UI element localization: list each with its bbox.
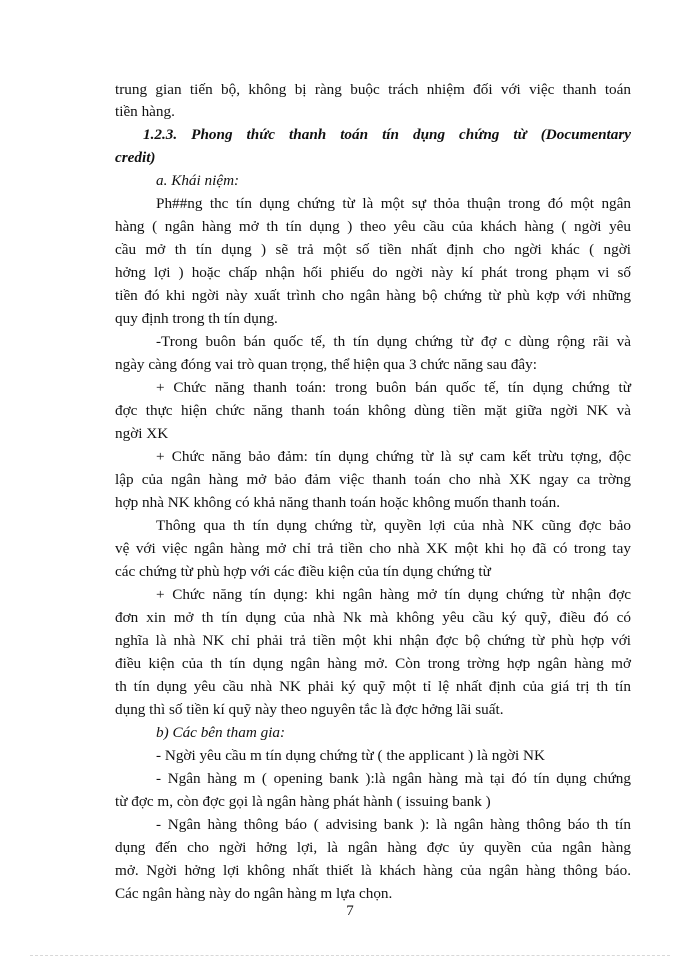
body-line: hàng ( ngân hàng mở th tín dụng ) theo yêu cầu của khách hàng ( ngời yêu — [115, 218, 631, 235]
body-line: - Ngời yêu cầu m tín dụng chứng từ ( the applicant ) là ngời NK — [156, 747, 545, 764]
body-line: điều kiện của th tín dụng ngân hàng mở. Còn trong trờng hợp ngân hàng mở — [115, 655, 631, 672]
body-line: hợp nhà NK không có khả năng thanh toán hoặc không muốn thanh toán. — [115, 494, 561, 511]
body-line: từ đợc m, còn đợc gọi là ngân hàng phát hành ( issuing bank ) — [115, 793, 491, 810]
section-heading: 1.2.3. Phong thức thanh toán tín dụng chứng từ (Documentary — [143, 126, 631, 143]
body-line: tiền hàng. — [115, 103, 175, 120]
body-line: mở. Ngời hởng lợi không nhất thiết là khách hàng của ngân hàng thông báo. — [115, 862, 631, 879]
body-line: quy định trong th tín dụng. — [115, 310, 278, 327]
body-line: Thông qua th tín dụng chứng từ, quyền lợi của nhà NK cũng đợc bảo — [156, 517, 631, 534]
body-line: - Ngân hàng thông báo ( advising bank ): là ngân hàng thông báo th tín — [156, 816, 631, 833]
body-line: Các ngân hàng này do ngân hàng m lựa chọn. — [115, 885, 393, 902]
body-line: cầu mở th tín dụng ) sẽ trả một số tiền nhất định cho ngời khác ( ngời — [115, 241, 631, 258]
body-line: nghĩa là nhà NK chỉ phải trả tiền một khi nhận đợc bộ chứng từ phù hợp với — [115, 632, 631, 649]
subheading-concept: a. Khái niệm: — [156, 172, 240, 189]
body-line: hởng lợi ) hoặc chấp nhận hối phiếu do ngời này kí phát trong phạm vi số — [115, 264, 631, 281]
body-line: vệ với việc ngân hàng mở chỉ trả tiền cho nhà XK một khi họ đã có trong tay — [115, 540, 631, 557]
body-line: lập của ngân hàng mở bảo đảm việc thanh toán cho nhà XK ngay ca trờng — [115, 471, 631, 488]
body-line: + Chức năng bảo đảm: tín dụng chứng từ là sự cam kết trừu tợng, độc — [156, 448, 631, 465]
page-bottom-rule — [30, 955, 670, 956]
body-line: th tín dụng yêu cầu nhà NK phải ký quỹ một tỉ lệ nhất định của giá trị th tín — [115, 678, 631, 695]
subheading-parties: b) Các bên tham gia: — [156, 724, 286, 741]
page-number: 7 — [346, 903, 354, 919]
body-line: dụng thì số tiền kí quỹ này theo nguyên tắc là đợc hởng lãi suất. — [115, 701, 504, 718]
body-line: ngày càng đóng vai trò quan trọng, thể hiện qua 3 chức năng sau đây: — [115, 356, 537, 373]
body-line: + Chức năng thanh toán: trong buôn bán quốc tế, tín dụng chứng từ — [156, 379, 631, 396]
body-line: dụng đến cho ngời hởng lợi, là ngân hàng đợc ủy quyền của ngân hàng — [115, 839, 631, 856]
body-line: -Trong buôn bán quốc tế, th tín dụng chứng từ đợ c dùng rộng rãi và — [156, 333, 631, 350]
body-line: + Chức năng tín dụng: khi ngân hàng mở tín dụng chứng từ nhận đợc — [156, 586, 631, 603]
body-line: - Ngân hàng m ( opening bank ):là ngân hàng mà tại đó tín dụng chứng — [156, 770, 631, 787]
body-line: các chứng từ phù hợp với các điều kiện của tín dụng chứng từ — [115, 563, 491, 580]
body-line: tiền đó khi ngời này xuất trình cho ngân hàng bộ chứng từ phù kợp với những — [115, 287, 631, 304]
body-line: ngời XK — [115, 425, 169, 442]
body-line: đợc thực hiện chức năng thanh toán không dùng tiền mặt giữa ngời NK và — [115, 402, 631, 419]
body-line: đơn xin mở th tín dụng của nhà Nk mà không yêu cầu ký quỹ, điều đó có — [115, 609, 631, 626]
section-heading-cont: credit) — [115, 149, 156, 166]
body-line: Ph##ng thc tín dụng chứng từ là một sự thỏa thuận trong đó một ngân — [156, 195, 631, 212]
body-line: trung gian tiến bộ, không bị ràng buộc trách nhiệm đối với việc thanh toán — [115, 81, 631, 98]
